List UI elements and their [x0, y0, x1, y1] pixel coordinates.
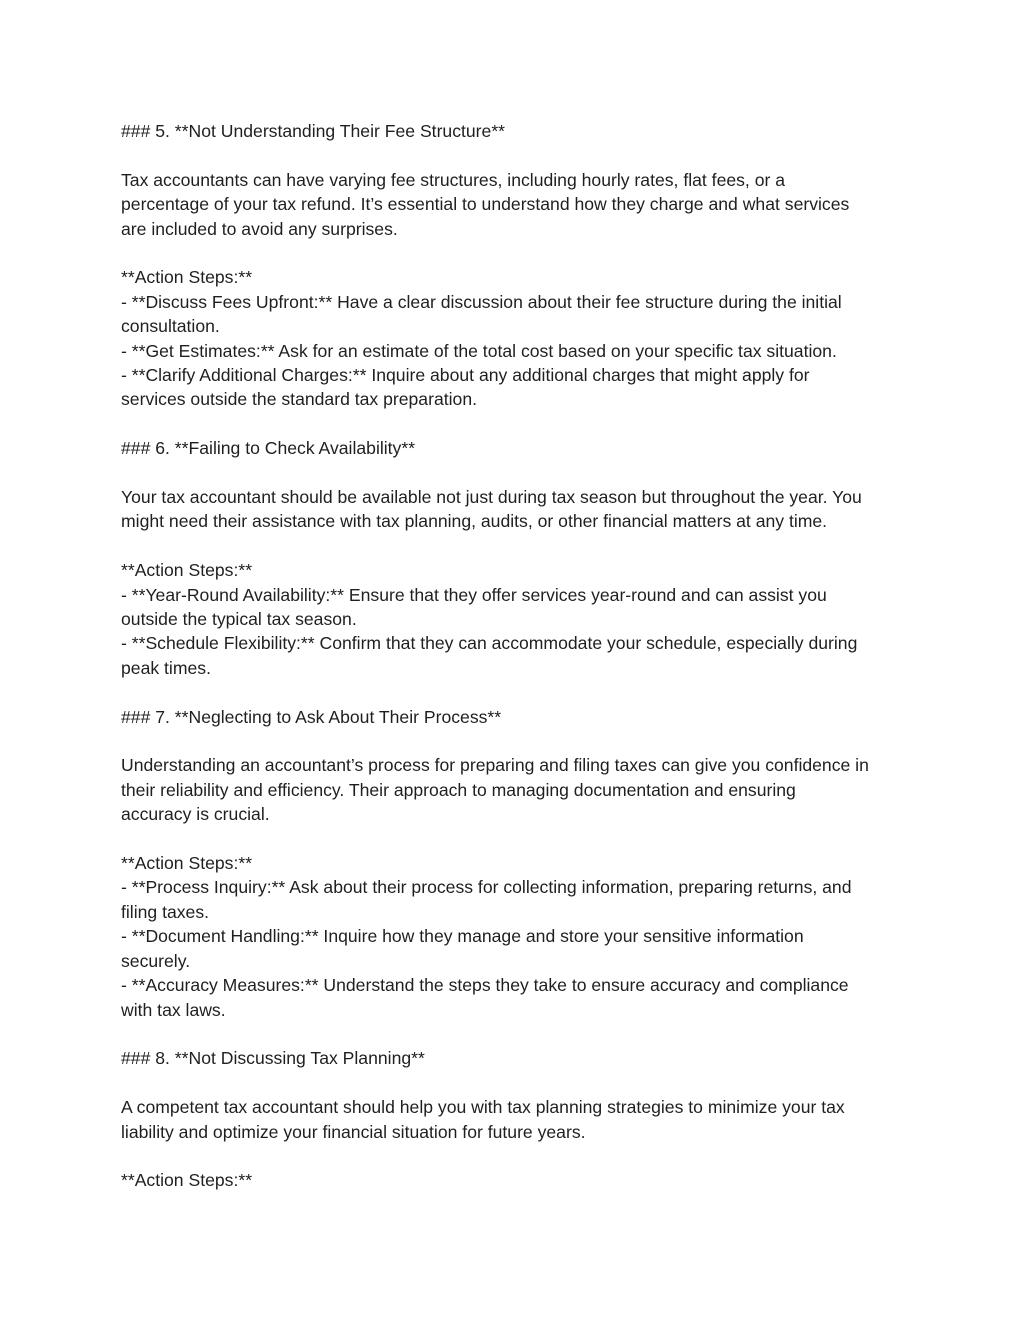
section-6-paragraph-line: Your tax accountant should be available not just during tax season but throughout the year. You	[121, 487, 862, 508]
section-5-step-line: - **Clarify Additional Charges:** Inquire about any additional charges that might apply for	[121, 365, 810, 386]
section-7-step-line: with tax laws.	[121, 999, 226, 1020]
document-page	[121, 119, 911, 1193]
section-7-paragraph-line: their reliability and efficiency. Their approach to managing documentation and ensuring	[121, 779, 796, 800]
section-8-action-steps-label: **Action Steps:**	[121, 1170, 253, 1191]
section-7-step-line: securely.	[121, 950, 191, 971]
section-5-step-line: - **Discuss Fees Upfront:** Have a clear discussion about their fee structure during the initial	[121, 291, 842, 312]
section-6-step-line: peak times.	[121, 657, 211, 678]
section-7-action-steps-label: **Action Steps:**	[121, 853, 253, 874]
section-5-step-line: - **Get Estimates:** Ask for an estimate of the total cost based on your specific tax situation.	[121, 340, 837, 361]
section-8-heading: ### 8. **Not Discussing Tax Planning**	[121, 1048, 425, 1069]
section-7-paragraph-line: Understanding an accountant’s process for preparing and filing taxes can give you confidence in	[121, 755, 869, 776]
section-5-step-line: consultation.	[121, 316, 220, 337]
section-6-step-line: - **Year-Round Availability:** Ensure that they offer services year-round and can assist you	[121, 584, 827, 605]
section-6-step-line: outside the typical tax season.	[121, 609, 357, 630]
section-7-step-line: - **Process Inquiry:** Ask about their process for collecting information, preparing returns, and	[121, 877, 852, 898]
section-6-paragraph-line: might need their assistance with tax planning, audits, or other financial matters at any time.	[121, 511, 828, 532]
section-8-paragraph-line: A competent tax accountant should help you with tax planning strategies to minimize your tax	[121, 1097, 845, 1118]
section-6-action-steps-label: **Action Steps:**	[121, 560, 253, 581]
section-5-paragraph-line: Tax accountants can have varying fee structures, including hourly rates, flat fees, or a	[121, 169, 786, 190]
section-7-step-line: - **Accuracy Measures:** Understand the steps they take to ensure accuracy and compliance	[121, 975, 849, 996]
section-5-paragraph-line: percentage of your tax refund. It’s essential to understand how they charge and what services	[121, 194, 850, 215]
section-8-paragraph-line: liability and optimize your financial situation for future years.	[121, 1121, 586, 1142]
section-6-heading: ### 6. **Failing to Check Availability**	[121, 438, 416, 459]
section-6-step-line: - **Schedule Flexibility:** Confirm that they can accommodate your schedule, especially during	[121, 633, 858, 654]
section-5-action-steps-label: **Action Steps:**	[121, 267, 253, 288]
section-5-paragraph-line: are included to avoid any surprises.	[121, 218, 398, 239]
section-7-step-line: - **Document Handling:** Inquire how they manage and store your sensitive information	[121, 926, 804, 947]
section-7-paragraph-line: accuracy is crucial.	[121, 804, 270, 825]
section-7-step-line: filing taxes.	[121, 901, 210, 922]
section-5-heading: ### 5. **Not Understanding Their Fee Structure**	[121, 121, 506, 141]
section-7-heading: ### 7. **Neglecting to Ask About Their Process**	[121, 706, 502, 727]
section-5-step-line: services outside the standard tax preparation.	[121, 389, 477, 410]
